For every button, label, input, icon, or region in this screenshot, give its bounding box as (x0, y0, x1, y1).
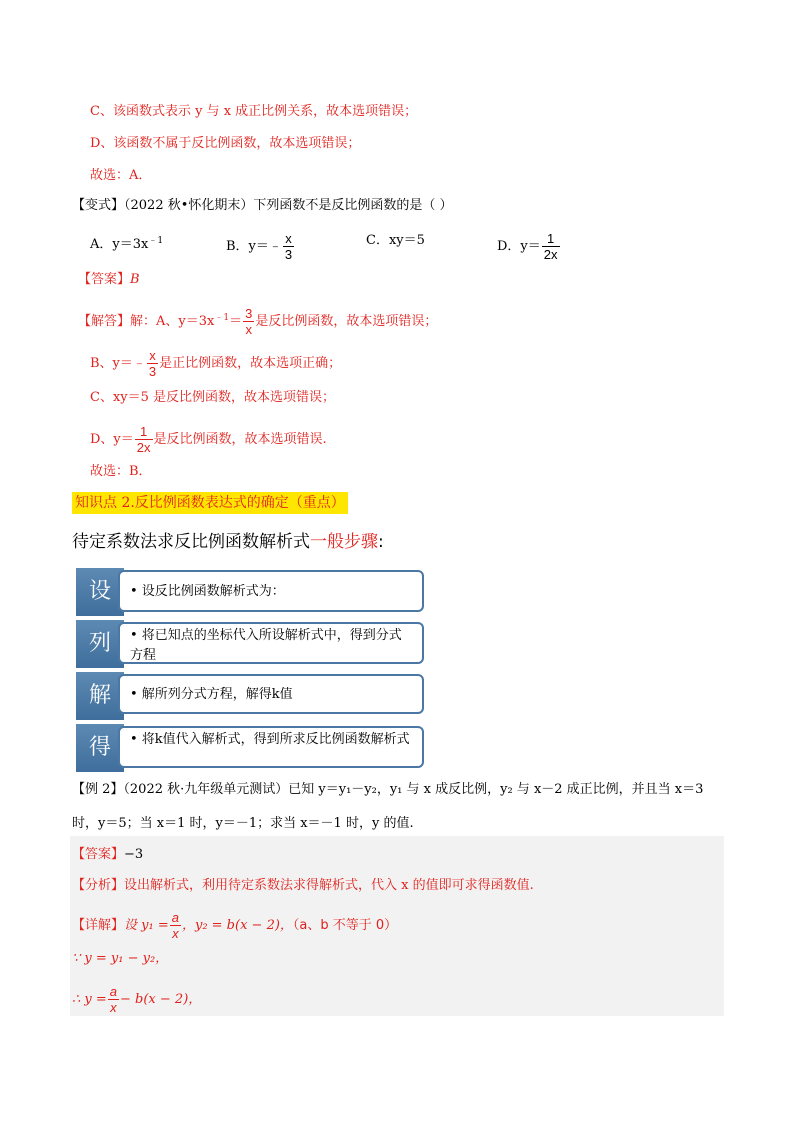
method-heading: 待定系数法求反比例函数解析式一般步骤: (72, 532, 384, 552)
variant-solve-c: C、xy＝5 是反比例函数，故本选项错误； (90, 390, 336, 405)
option-a: A．$y=3x^{﹣1}$ (90, 236, 164, 252)
example-line-1: 【例 2】（2022 秋·九年级单元测试）已知 y＝y₁－y₂，y₁ 与 x 成反比例，y₂ 与 x－2 成正比例，并且当 x＝3 (72, 782, 704, 797)
step-char-set: 设 (76, 568, 124, 616)
step-box-list: • 将已知点的坐标代入所设解析式中，得到分式方程 (118, 622, 424, 664)
option-d: D．y＝ $\frac{1}{2x}$ (497, 231, 558, 262)
variant-solve-b: B、y＝﹣ $\frac{x}{3}$ 是正比例函数，故本选项正确； (90, 348, 342, 379)
step-box-solve: • 解所列分式方程，解得k值 (118, 674, 424, 714)
knowledge-point-title: 知识点 2.反比例函数表达式的确定（重点） (72, 492, 348, 514)
variant-choose: 故选：B． (90, 464, 152, 479)
example-since-line: ∵ y = y₁ − y₂， (72, 951, 169, 966)
example-therefore-line: ∴ y = $\frac{a}{x}$ − b(x − 2)， (72, 984, 202, 1015)
step-char-list: 列 (76, 620, 124, 668)
example-detail: 【详解】设 y₁ = $\frac{a}{x}$ ，y₂ = b(x − 2)，（a、b 不等于 0） (72, 910, 398, 941)
option-c-explanation: C、该函数式表示 y 与 x 成正比例关系，故本选项错误； (90, 104, 418, 119)
example-answer: 【答案】−3 (72, 847, 144, 862)
variant-question: 【变式】（2022 秋•怀化期末）下列函数不是反比例函数的是（ ） (72, 198, 453, 213)
option-d-explanation: D、该函数不属于反比例函数，故本选项错误； (90, 136, 361, 151)
variant-answer: 【答案】B (78, 272, 140, 287)
variant-solve-d: D、y＝ $\frac{1}{2x}$ 是反比例函数，故本选项错误. (90, 424, 327, 455)
variant-solve-a: 【解答】解：A、$y=3x^{﹣1}=$ $\frac{3}{x}$ 是反比例函数，故本选项错误； (78, 306, 438, 337)
step-box-get: • 将k值代入解析式，得到所求反比例函数解析式 (118, 726, 424, 768)
example-analysis: 【分析】设出解析式，利用待定系数法求得解析式，代入 x 的值即可求得函数值. (72, 878, 534, 893)
option-b: B．y＝﹣ $\frac{x}{3}$ (226, 231, 293, 262)
option-c: C．xy＝5 (366, 233, 425, 248)
choose-line: 故选：A． (90, 168, 152, 183)
example-line-2: 时，y＝5；当 x＝1 时，y＝－1；求当 x＝－1 时，y 的值. (72, 816, 414, 831)
step-char-get: 得 (76, 724, 124, 772)
step-char-solve: 解 (76, 672, 124, 720)
step-box-set: • 设反比例函数解析式为： (118, 570, 424, 612)
